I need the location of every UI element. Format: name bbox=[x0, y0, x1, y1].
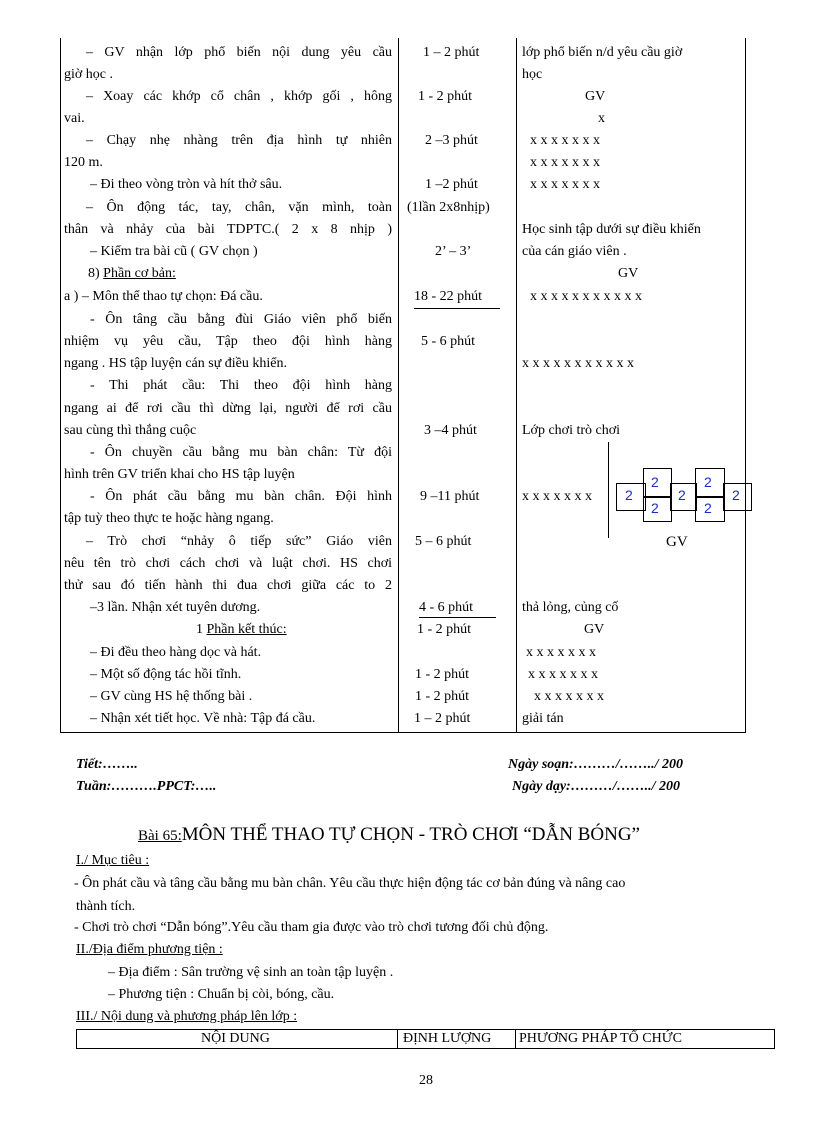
row-duration: 3 –4 phút bbox=[424, 423, 477, 438]
row-content: nhiệm vụ yêu cầu, Tập theo đội hình hàng bbox=[64, 334, 392, 349]
tiet-field: Tiết:…….. bbox=[76, 757, 138, 772]
row-content: giờ học . bbox=[64, 67, 114, 82]
game-divider-line bbox=[608, 442, 609, 538]
row-duration: 18 - 22 phút bbox=[414, 289, 483, 304]
underline-18-22 bbox=[414, 308, 500, 309]
row-content: vai. bbox=[64, 111, 85, 126]
game-number: 2 bbox=[704, 474, 712, 490]
header-divider-1 bbox=[397, 1030, 398, 1048]
row-method: Lớp chơi trò chơi bbox=[522, 423, 621, 438]
row-duration: 1 – 2 phút bbox=[423, 45, 480, 60]
row-content: a ) – Môn thể thao tự chọn: Đá cầu. bbox=[64, 289, 263, 304]
row-content: ngang . HS tập luyện cán sự điều khiển. bbox=[64, 356, 287, 371]
row-content: - Ôn tâng cầu bằng đùi Giáo viên phổ biến bbox=[90, 312, 392, 327]
table-right-border bbox=[745, 38, 746, 732]
row-content: – Kiểm tra bài cũ ( GV chọn ) bbox=[90, 244, 258, 259]
muc-tieu-item-1-cont: thành tích. bbox=[76, 899, 136, 914]
row-method: x x x x x x x bbox=[530, 133, 600, 148]
row-method: x x x x x x x bbox=[528, 667, 598, 682]
row-content: – Đi theo vòng tròn và hít thở sâu. bbox=[90, 177, 283, 192]
row-content: – GV cùng HS hệ thống bài . bbox=[90, 689, 253, 704]
row-content: nêu tên trò chơi cách chơi và luật chơi. HS chơi bbox=[64, 556, 392, 571]
row-duration: 5 – 6 phút bbox=[415, 534, 472, 549]
row-duration: 1 - 2 phút bbox=[415, 667, 470, 682]
row-method: thả lỏng, củng cố bbox=[522, 600, 619, 615]
table-col-divider-2 bbox=[516, 38, 517, 732]
row-content: – Ôn động tác, tay, chân, vặn mình, toàn bbox=[86, 200, 392, 215]
row-content: – Xoay các khớp cổ chân , khớp gối , hông bbox=[86, 89, 392, 104]
row-duration: 5 - 6 phút bbox=[421, 334, 476, 349]
lesson-number: Bài 65: bbox=[138, 828, 182, 844]
row-content: - Ôn phát cầu bằng mu bàn chân. Đội hình bbox=[90, 489, 392, 504]
row-method: Học sinh tập dưới sự điều khiển bbox=[522, 222, 701, 237]
game-number: 2 bbox=[704, 500, 712, 516]
row-method: x bbox=[598, 111, 605, 126]
col-noi-dung: NỘI DUNG bbox=[201, 1031, 270, 1046]
row-duration: 4 - 6 phút bbox=[419, 600, 474, 615]
row-content: –3 lần. Nhận xét tuyên dương. bbox=[90, 600, 261, 615]
row-duration: 1 - 2 phút bbox=[417, 622, 472, 637]
row-method: học bbox=[522, 67, 543, 82]
method-table-header bbox=[76, 1029, 775, 1049]
row-method: x x x x x x x bbox=[530, 177, 600, 192]
row-method: x x x x x x x x x x x bbox=[530, 289, 642, 304]
row-duration: 2 –3 phút bbox=[425, 133, 478, 148]
row-content: - Ôn chuyền cầu bằng mu bàn chân: Từ đội bbox=[90, 445, 392, 460]
table-bottom-border bbox=[60, 732, 746, 733]
muc-tieu-item-2: - Chơi trò chơi “Dẫn bóng”.Yêu cầu tham gia được vào trò chơi tương đối chủ động. bbox=[74, 920, 549, 935]
underline-4-6 bbox=[419, 617, 496, 618]
noi-dung-heading: III./ Nội dung và phương pháp lên lớp : bbox=[76, 1009, 298, 1024]
dia-diem-item: – Địa điểm : Sân trường vệ sinh an toàn tập luyện . bbox=[108, 965, 394, 980]
row-duration: 1 –2 phút bbox=[425, 177, 478, 192]
dia-diem-heading: II./Địa điểm phương tiện : bbox=[76, 942, 223, 957]
row-content: – Chạy nhẹ nhàng trên địa hình tự nhiên bbox=[86, 133, 392, 148]
ngay-soan-field: Ngày soạn:………/……../ 200 bbox=[508, 757, 683, 772]
game-number: 2 bbox=[651, 474, 659, 490]
row-duration: 9 –11 phút bbox=[420, 489, 480, 504]
row-content: – Một số động tác hồi tĩnh. bbox=[90, 667, 242, 682]
row-method: giải tán bbox=[522, 711, 564, 726]
col-phuong-phap: PHƯƠNG PHÁP TỔ CHỨC bbox=[519, 1031, 682, 1046]
row-duration: (1lần 2x8nhịp) bbox=[407, 200, 490, 215]
table-left-border bbox=[60, 38, 61, 732]
muc-tieu-item-1: - Ôn phát cầu và tâng cầu bằng mu bàn chân. Yêu cầu thực hiện động tác cơ bản đúng và nâng cao bbox=[74, 876, 626, 891]
lesson-title-text: MÔN THỂ THAO TỰ CHỌN - TRÒ CHƠI “DẪN BÓNG” bbox=[181, 824, 640, 845]
row-method: x x x x x x x bbox=[526, 645, 596, 660]
row-method: GV bbox=[584, 622, 605, 637]
game-number: 2 bbox=[732, 487, 740, 503]
row-content: – Nhận xét tiết học. Về nhà: Tập đá cầu. bbox=[90, 711, 316, 726]
row-content: – Đi đều theo hàng dọc và hát. bbox=[90, 645, 262, 660]
row-duration: 1 – 2 phút bbox=[414, 711, 471, 726]
row-method: GV bbox=[585, 89, 606, 104]
row-content: – Trò chơi “nhảy ô tiếp sức” Giáo viên bbox=[86, 534, 392, 549]
row-content: 8) Phần cơ bản: bbox=[88, 266, 176, 281]
row-content: 1 Phần kết thúc: bbox=[196, 622, 287, 637]
row-content: 120 m. bbox=[64, 155, 103, 170]
game-gv-label: GV bbox=[666, 534, 688, 550]
row-content: thử sau đó tiến hành thi đua chơi giữa các to 2 bbox=[64, 578, 392, 593]
page-number: 28 bbox=[419, 1073, 433, 1088]
row-method: lớp phổ biến n/d yêu cầu giờ bbox=[522, 45, 683, 60]
row-method: của cán giáo viên . bbox=[522, 244, 627, 259]
game-number: 2 bbox=[625, 487, 633, 503]
row-method: GV bbox=[618, 266, 639, 281]
lesson-title bbox=[138, 824, 640, 846]
muc-tieu-heading: I./ Mục tiêu : bbox=[76, 853, 150, 868]
row-content: hình trên GV triển khai cho HS tập luyện bbox=[64, 467, 295, 482]
tuan-ppct-field: Tuần:……….PPCT:….. bbox=[76, 779, 217, 794]
row-duration: 1 - 2 phút bbox=[418, 89, 473, 104]
col-dinh-luong: ĐỊNH LƯỢNG bbox=[403, 1031, 492, 1046]
header-divider-2 bbox=[515, 1030, 516, 1048]
row-duration: 2’ – 3’ bbox=[435, 244, 472, 259]
game-number: 2 bbox=[651, 500, 659, 516]
game-number: 2 bbox=[678, 487, 686, 503]
row-content: tập tuỳ theo thực te hoặc hàng ngang. bbox=[64, 511, 274, 526]
row-content: – GV nhận lớp phổ biến nội dung yêu cầu bbox=[86, 45, 392, 60]
row-content: ngang ai để rơi cầu thì dừng lại, người để rơi cầu bbox=[64, 401, 392, 416]
row-method: x x x x x x x bbox=[530, 155, 600, 170]
row-duration: 1 - 2 phút bbox=[415, 689, 470, 704]
row-method: x x x x x x x bbox=[534, 689, 604, 704]
row-content: sau cùng thì thắng cuộc bbox=[64, 423, 197, 438]
row-method: x x x x x x x x x x x bbox=[522, 356, 634, 371]
phuong-tien-item: – Phương tiện : Chuẩn bị còi, bóng, cầu. bbox=[108, 987, 335, 1002]
ngay-day-field: Ngày dạy:………/……../ 200 bbox=[512, 779, 680, 794]
row-content: thân và nhảy của bài TDPTC.( 2 x 8 nhịp ) bbox=[64, 222, 392, 237]
row-method: x x x x x x x bbox=[522, 489, 592, 504]
row-content: - Thi phát cầu: Thi theo đội hình hàng bbox=[90, 378, 392, 393]
table-col-divider-1 bbox=[398, 38, 399, 732]
